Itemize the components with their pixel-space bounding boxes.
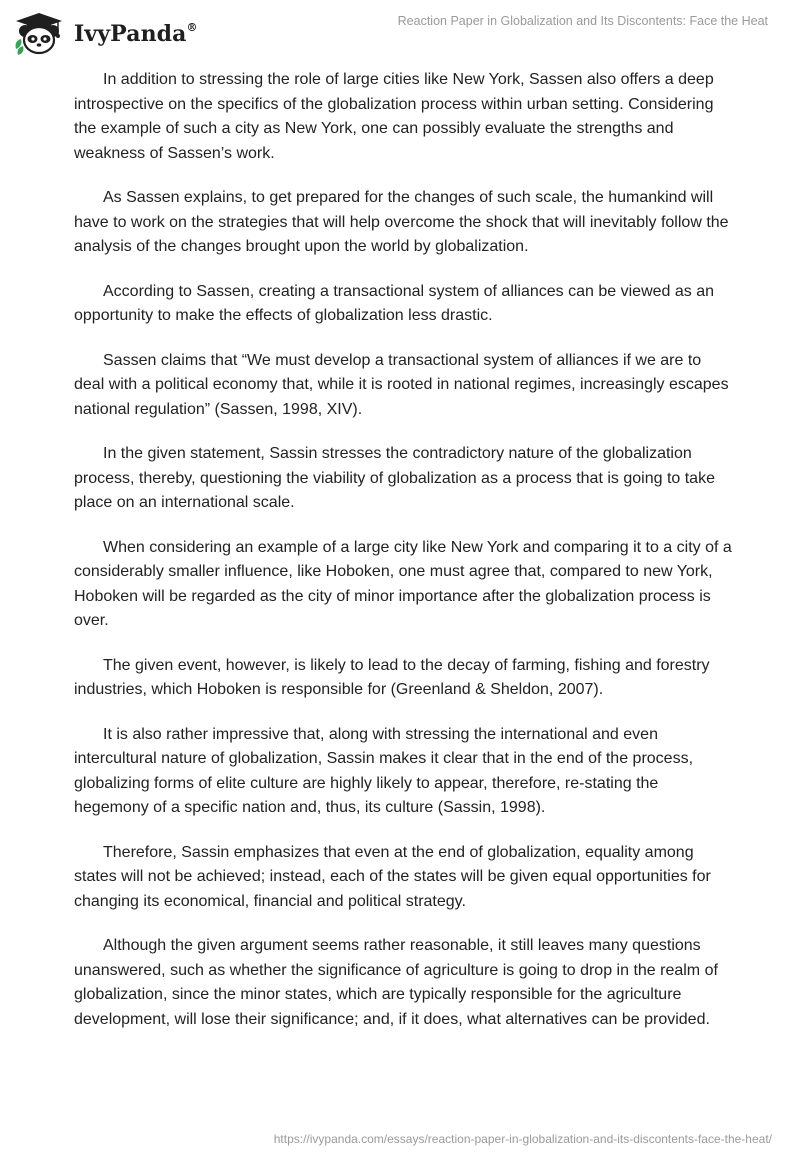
paragraph: The given event, however, is likely to lead to the decay of farming, fishing and forestry industries, which Hoboken is responsible for (Greenland & Sheldon, 2007).	[74, 656, 710, 698]
paragraph: Sassen claims that “We must develop a transactional system of alliances if we are to deal with a political economy that, while it is rooted in national regimes, increasingly escapes national regulation” (Sassen, 1998, XIV).	[74, 351, 729, 418]
paragraph: In the given statement, Sassin stresses the contradictory nature of the globalization process, thereby, questioning the viability of globalization as a process that is going to take place on an international scale.	[74, 445, 715, 511]
paragraph: In addition to stressing the role of large cities like New York, Sassen also offers a deep introspective on the specifics of the globalization process within urban setting. Considering the example of such a city as New York, one can possibly evaluate the strengths and weakness of Sassen’s work.	[74, 71, 714, 162]
source-url[interactable]: https://ivypanda.com/essays/reaction-paper-in-globalization-and-its-discontents-face-the-heat/	[273, 1132, 772, 1146]
brand-name: IvyPanda®	[74, 20, 198, 47]
document-title: Reaction Paper in Globalization and Its Discontents: Face the Heat	[397, 14, 768, 28]
paragraph: As Sassen explains, to get prepared for the changes of such scale, the humankind will have to work on the strategies that will help overcome the shock that will inevitably follow the analysis of the changes brought upon the world by globalization.	[74, 189, 729, 255]
essay-body	[74, 68, 734, 1052]
paragraph: When considering an example of a large city like New York and comparing it to a city of a considerably smaller influence, like Hoboken, one must agree that, compared to new York, Hoboken will be regarded as the city of minor importance after the globalization process is over.	[74, 538, 732, 629]
paragraph: According to Sassen, creating a transactional system of alliances can be viewed as an opportunity to make the effects of globalization less drastic.	[74, 282, 714, 324]
panda-graduate-icon	[12, 11, 66, 57]
paragraph: Although the given argument seems rather reasonable, it still leaves many questions unanswered, such as whether the significance of agriculture is going to drop in the realm of globalization, since the minor states, which are typically responsible for the agriculture development, will lose their significance; and, if it does, what alternatives can be provided.	[74, 937, 718, 1028]
paragraph: It is also rather impressive that, along with stressing the international and even intercultural nature of globalization, Sassin makes it clear that in the end of the process, globalizing forms of elite culture are highly likely to appear, therefore, re-stating the hegemony of a specific nation and, thus, its culture (Sassin, 1998).	[74, 725, 694, 816]
paragraph: Therefore, Sassin emphasizes that even at the end of globalization, equality among states will not be achieved; instead, each of the states will be given equal opportunities for changing its economical, financial and political strategy.	[74, 843, 711, 910]
ivypanda-logo[interactable]	[12, 8, 198, 60]
